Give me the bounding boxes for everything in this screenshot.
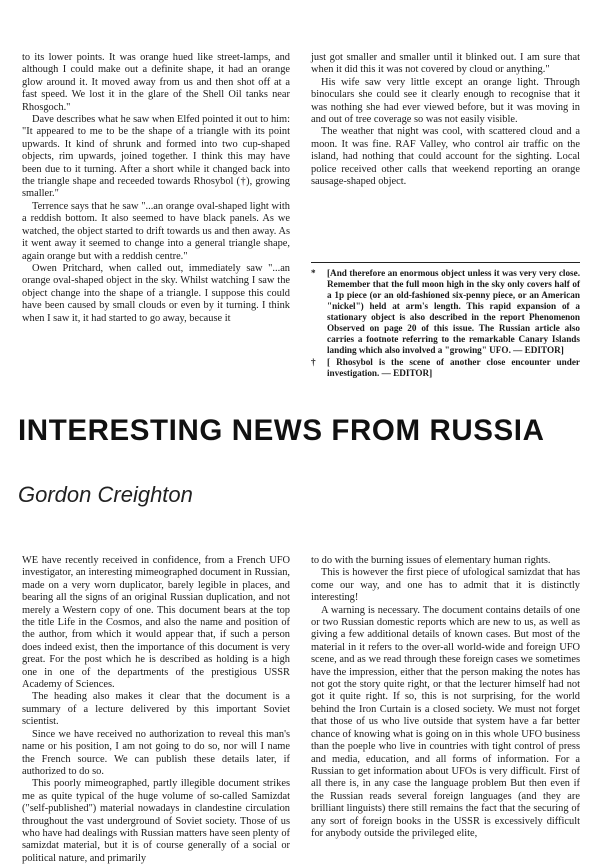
paragraph: This poorly mimeographed, partly illegible document strikes me as quite typical of the huge volume of so-called Samizdat ("self-published") material nowadays in clandestine circulation throughout the vast underground of Soviet society. Those of us who have had dealings with Russian matters have seen plenty of samizdat material, but it is of course generally of a social or political nature, and primarily xyxy=(22,778,290,864)
footnote-divider xyxy=(311,262,580,263)
editor-footnotes xyxy=(311,262,580,380)
article-column-right xyxy=(311,555,580,840)
article-column-left xyxy=(22,555,290,865)
paragraph: His wife saw very little except an orange light. Through binoculars she could see it clearly enough to recognise that it was nothing she had ever viewed before, but it was moving in and out of tree coverage so was not easily visible. xyxy=(311,76,580,126)
footnote xyxy=(311,268,580,356)
footnote-text: [And therefore an enormous object unless it was very very close. Remember that the full moon high in the sky only covers half of a 1p piece (or an old-fashioned six-penny piece, or an American "nickel") held at arm's length. This rapid expansion of a stationary object is also described in the report Phenomenon Observed on page 20 of this issue. The Russian article also carries a footnote referring to the remarkable Canary Islands landing which also involved a "growing" UFO. — EDITOR] xyxy=(327,268,580,355)
paragraph: Since we have received no authorization to reveal this man's name or his position, I am not going to do so, nor will I name the French source. We can publish these details later, if authorized to do so. xyxy=(22,728,290,777)
story-column-left xyxy=(22,52,290,325)
footnote-mark: † xyxy=(311,357,316,367)
paragraph: Terrence says that he saw "...an orange oval-shaped light with a reddish bottom. It also seemed to have black panels. As we watched, the object started to drift towards us and then away. As it went away it seemed to change into a general triangle shape, again orange but with a reddish centre." xyxy=(22,200,290,262)
article-headline: INTERESTING NEWS FROM RUSSIA xyxy=(18,414,545,447)
paragraph: Dave describes what he saw when Elfed pointed it out to him: "It appeared to me to be the shape of a triangle with its point upwards. It kind of shrunk and formed into two cup-shaped objects, rim upwards, joined together. I think this may have been due to it turning. After a short while it changed back into the triangle shape and receeded towards Rhosybol (†), growing smaller." xyxy=(22,114,290,200)
paragraph: to do with the burning issues of elementary human rights. xyxy=(311,555,551,566)
story-column-right xyxy=(311,52,580,188)
footnote xyxy=(311,357,580,379)
paragraph: just got smaller and smaller until it blinked out. I am sure that when it did this it was not covered by cloud or anything." xyxy=(311,52,580,76)
paragraph: Owen Pritchard, when called out, immediately saw "...an orange oval-shaped object in the sky. Whilst watching I saw the object change into the shape of a triangle. I suppose this could have been caused by small clouds or even by it turning. I think when I saw it, it had started to go away, because it xyxy=(22,262,290,324)
paragraph: This is however the first piece of ufological samizdat that has come our way, and one has to admit that it is distinctly interesting! xyxy=(311,567,580,604)
paragraph: The heading also makes it clear that the document is a summary of a lecture delivered by this important Soviet scientist. xyxy=(22,691,290,728)
footnote-mark: * xyxy=(311,268,316,278)
paragraph: The weather that night was cool, with scattered cloud and a moon. It was fine. RAF Valley, who control air traffic on the island, had nothing that could account for the sighting. Local police received other calls that weekend reporting an orange sausage-shaped object. xyxy=(311,126,580,188)
paragraph: WE have recently received in confidence, from a French UFO investigator, an interesting mimeographed document in Russian, made on a very worn duplicator, barely legible in places, and bearing all the signs of an original Russian duplication, and not merely a Western copy of one. This document bears at the top the title Life in the Cosmos, and also the name and position of the author, from which it would appear that, if such a person does indeed exist, then the importance of this document is very great. For the post which he is described as holding is a high one in one of the departments of the prestigious USSR Academy of Sciences. xyxy=(22,555,290,691)
paragraph: to its lower points. It was orange hued like street-lamps, and although I could make out a definite shape, it had an orange glow around it. It moved away from us and then shot off at a fast speed. We lost it in the glare of the Shell Oil tanks near Rhosgoch." xyxy=(22,52,290,113)
footnote-text: [ Rhosybol is the scene of another close encounter under investigation. — EDITOR] xyxy=(327,357,580,378)
article-author: Gordon Creighton xyxy=(18,482,193,507)
paragraph: A warning is necessary. The document contains details of one or two Russian domestic reports which are new to us, as well as giving a few additional details of known cases. But most of the material in it refers to the over-all world-wide and foreign UFO scene, and as we read through these foreign cases we sometimes have the impression, either that the person making the notes has not got the story quite right, or that the lecturer himself had not got it quite right. If so, this is not surprising, for the world behind the Iron Curtain is a closed society. We must not forget that those of us who live outside that system have a far better chance of knowing what is going on in this whole UFO business than the poeple who live in countries with tight control of press and media, education, and all forms of information. For a Russian to get information about UFOs is very difficult. First of all there is, in any case the language problem But then even if the Russian reads several foreign languages (and they are brilliant linguists) there still remains the fact that the securing of any sort of foreign books in the USSR is excessively difficult for anybody outside the privileged elite, xyxy=(311,604,580,839)
